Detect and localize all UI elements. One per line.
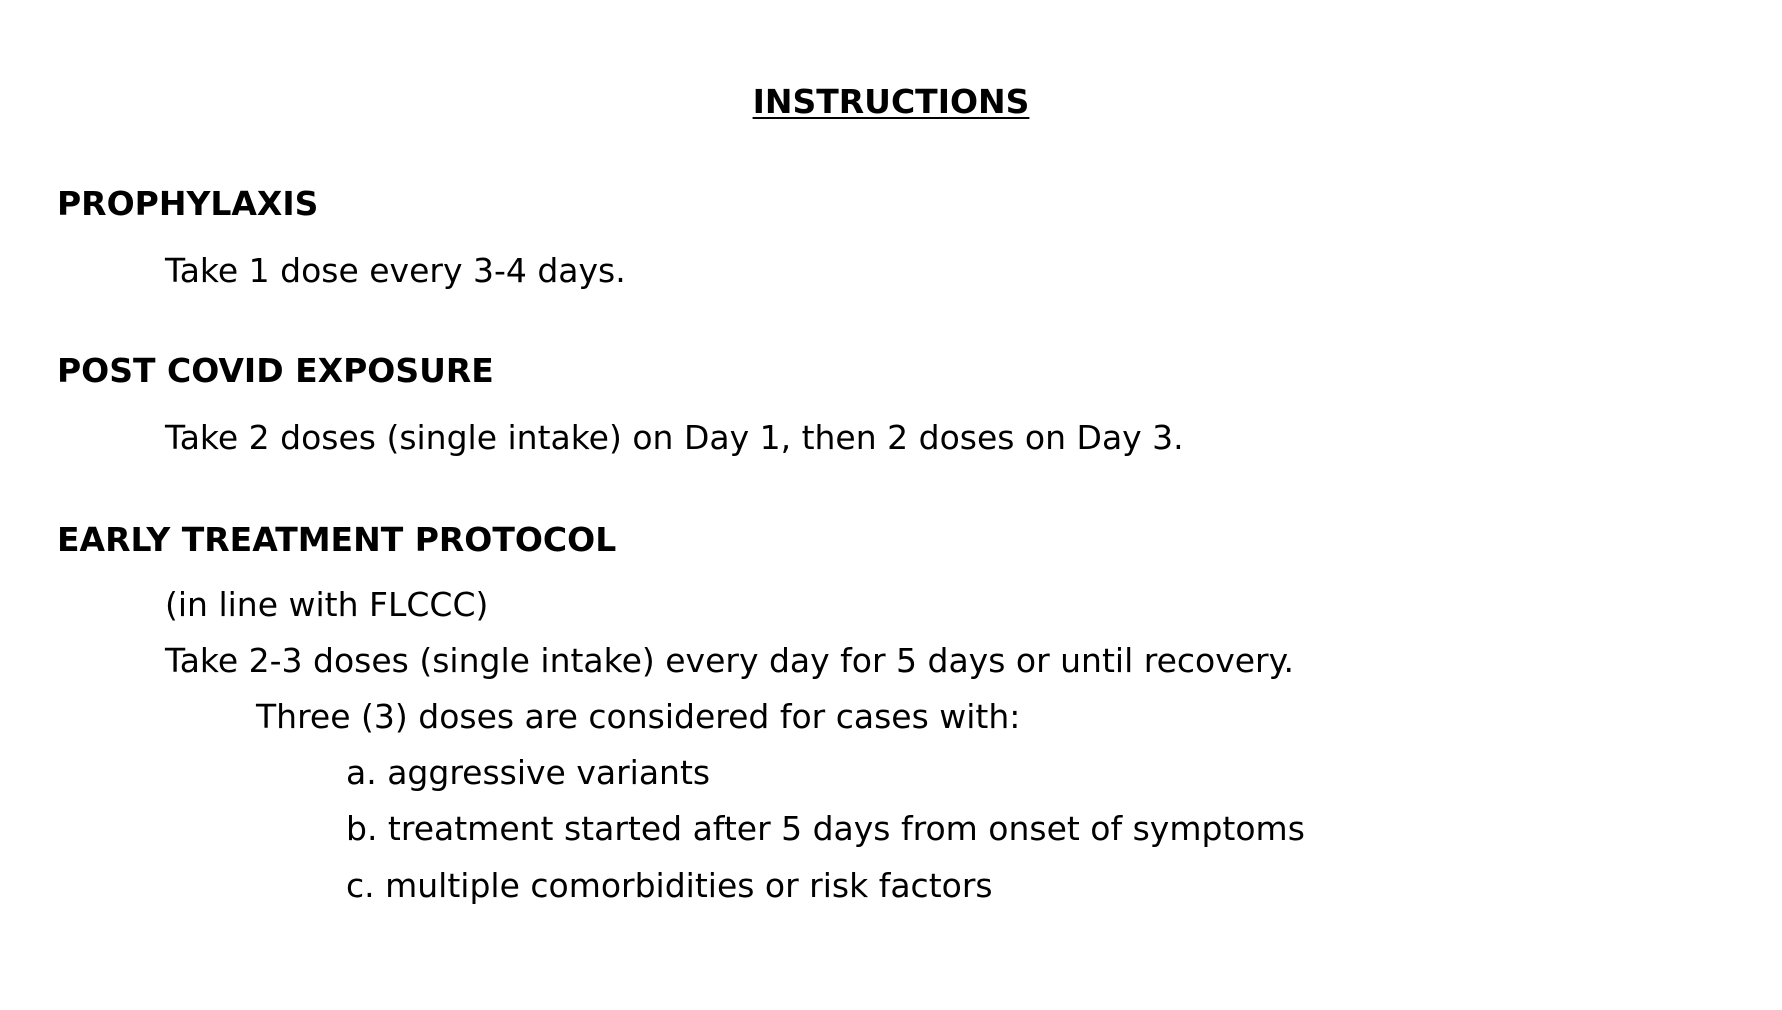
criteria-item-b: b. treatment started after 5 days from onset of symptoms <box>346 809 1305 848</box>
section-heading-prophylaxis: PROPHYLAXIS <box>57 184 319 223</box>
protocol-note: (in line with FLCCC) <box>165 585 489 624</box>
prophylaxis-instruction: Take 1 dose every 3-4 days. <box>165 251 626 290</box>
page-title: INSTRUCTIONS <box>752 82 1030 121</box>
section-heading-early-treatment-protocol: EARLY TREATMENT PROTOCOL <box>57 520 617 559</box>
criteria-item-a: a. aggressive variants <box>346 753 711 792</box>
early-treatment-instruction: Take 2-3 doses (single intake) every day for 5 days or until recovery. <box>165 641 1294 680</box>
three-dose-criteria-intro: Three (3) doses are considered for cases with: <box>256 697 1021 736</box>
criteria-item-c: c. multiple comorbidities or risk factors <box>346 866 993 905</box>
post-exposure-instruction: Take 2 doses (single intake) on Day 1, then 2 doses on Day 3. <box>165 418 1184 457</box>
section-heading-post-covid-exposure: POST COVID EXPOSURE <box>57 351 494 390</box>
